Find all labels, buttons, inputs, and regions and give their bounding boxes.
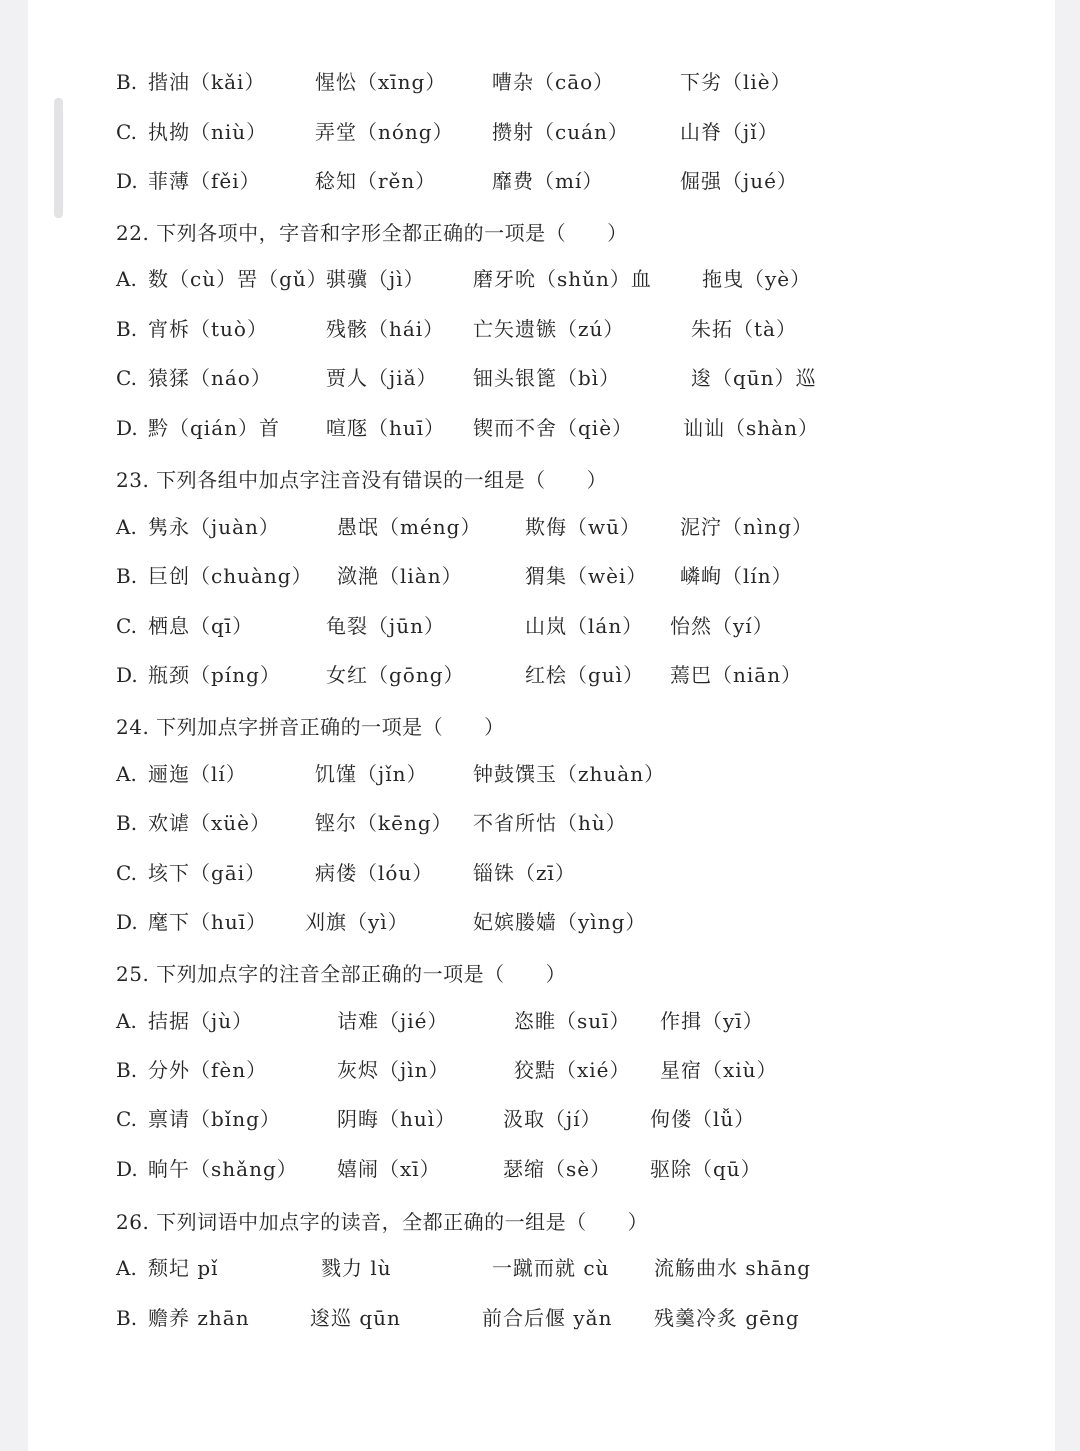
option-term: 不省所怙（hù） <box>473 811 627 835</box>
option-term: 分外（fèn） <box>148 1058 268 1082</box>
option-term: 靡费（mí） <box>492 169 604 193</box>
option-term: 钿头银篦（bì） <box>473 366 621 390</box>
option-letter: B. <box>116 811 138 835</box>
option-term: 汲取（jí） <box>503 1107 602 1131</box>
option-term: 黔（qián）首 <box>148 416 281 440</box>
answer-option-row <box>28 1302 1028 1334</box>
answer-option-row <box>28 1153 1028 1185</box>
answer-option-row <box>28 1103 1028 1135</box>
answer-option-row <box>28 1054 1028 1086</box>
option-term: 一蹴而就 cù <box>492 1256 610 1280</box>
option-term: 执拗（niù） <box>148 120 268 144</box>
question-stem <box>28 711 1028 743</box>
option-term: 倔强（jué） <box>680 169 798 193</box>
option-letter: C. <box>116 1107 137 1131</box>
option-term: 惺忪（xīng） <box>315 70 447 94</box>
answer-option-row <box>28 263 1028 295</box>
option-letter: D. <box>116 663 138 687</box>
option-term: 瑟缩（sè） <box>503 1157 612 1181</box>
option-letter: C. <box>116 120 137 144</box>
option-term: 逡巡 qūn <box>310 1306 401 1330</box>
answer-option-row <box>28 412 1028 444</box>
question-stem <box>28 217 1028 249</box>
option-term: 下劣（liè） <box>680 70 792 94</box>
answer-option-row <box>28 66 1028 98</box>
question-stem <box>28 464 1028 496</box>
option-term: 逡（qūn）巡 <box>691 366 817 390</box>
option-term: 晌午（shǎng） <box>148 1157 298 1181</box>
option-term: 锲而不舍（qiè） <box>473 416 634 440</box>
option-term: 菲薄（fěi） <box>148 169 261 193</box>
option-term: 潋滟（liàn） <box>337 564 463 588</box>
option-term: 喧豗（huī） <box>326 416 446 440</box>
option-letter: D. <box>116 169 138 193</box>
option-term: 阴晦（huì） <box>337 1107 457 1131</box>
option-term: 巨创（chuàng） <box>148 564 313 588</box>
option-letter: D. <box>116 910 138 934</box>
option-term: 锱铢（zī） <box>473 861 576 885</box>
option-term: 恣睢（suī） <box>514 1009 631 1033</box>
option-term: 怡然（yí） <box>670 614 774 638</box>
option-term: 垓下（gāi） <box>148 861 267 885</box>
option-term: 瓶颈（píng） <box>148 663 281 687</box>
answer-option-row <box>28 659 1028 691</box>
option-term: 狡黠（xié） <box>514 1058 631 1082</box>
option-term: 亡矢遗镞（zú） <box>473 317 625 341</box>
option-term: 佝偻（lǚ） <box>650 1107 756 1131</box>
option-letter: B. <box>116 1306 138 1330</box>
option-letter: A. <box>116 267 137 291</box>
option-term: 戮力 lù <box>321 1256 392 1280</box>
option-term: 嶙峋（lín） <box>680 564 793 588</box>
option-term: 猿猱（náo） <box>148 366 272 390</box>
option-term: 病偻（lóu） <box>315 861 434 885</box>
option-term: 麾下（huī） <box>148 910 268 934</box>
option-letter: A. <box>116 515 137 539</box>
option-term: 作揖（yī） <box>660 1009 764 1033</box>
option-letter: D. <box>116 416 138 440</box>
option-term: 诘难（jié） <box>337 1009 449 1033</box>
question-text: 26. 下列词语中加点字的读音，全都正确的一组是（ ） <box>116 1210 649 1234</box>
question-text: 22. 下列各项中，字音和字形全都正确的一项是（ ） <box>116 221 628 245</box>
option-letter: A. <box>116 1009 137 1033</box>
option-letter: B. <box>116 564 138 588</box>
answer-option-row <box>28 116 1028 148</box>
option-term: 颓圮 pǐ <box>148 1256 219 1280</box>
option-letter: C. <box>116 366 137 390</box>
answer-option-row <box>28 807 1028 839</box>
option-term: 欢谑（xüè） <box>148 811 271 835</box>
option-letter: C. <box>116 614 137 638</box>
option-term: 钟鼓馔玉（zhuàn） <box>473 762 666 786</box>
option-term: 禀请（bǐng） <box>148 1107 281 1131</box>
option-term: 星宿（xiù） <box>660 1058 778 1082</box>
option-term: 泥泞（nìng） <box>680 515 813 539</box>
option-term: 朱拓（tà） <box>691 317 797 341</box>
answer-option-row <box>28 560 1028 592</box>
option-term: 逦迤（lí） <box>148 762 247 786</box>
option-term: 拖曳（yè） <box>702 267 812 291</box>
option-term: 妃嫔媵嫱（yìng） <box>473 910 647 934</box>
option-term: 山岚（lán） <box>525 614 644 638</box>
option-term: 铿尔（kēng） <box>315 811 453 835</box>
answer-option-row <box>28 511 1028 543</box>
option-letter: C. <box>116 861 137 885</box>
option-term: 女红（gōng） <box>326 663 465 687</box>
answer-option-row <box>28 906 1028 938</box>
option-term: 磨牙吮（shǔn）血 <box>473 267 652 291</box>
option-term: 残羹冷炙 gēng <box>654 1306 800 1330</box>
option-term: 讪讪（shàn） <box>683 416 819 440</box>
option-letter: A. <box>116 1256 137 1280</box>
option-term: 骐骥（jì） <box>326 267 425 291</box>
option-term: 愚氓（méng） <box>337 515 482 539</box>
option-letter: A. <box>116 762 137 786</box>
option-term: 弄堂（nóng） <box>315 120 454 144</box>
option-term: 稔知（rěn） <box>315 169 437 193</box>
option-term: 残骸（hái） <box>326 317 445 341</box>
option-term: 驱除（qū） <box>650 1157 762 1181</box>
answer-option-row <box>28 1005 1028 1037</box>
option-term: 攒射（cuán） <box>492 120 629 144</box>
option-letter: B. <box>116 317 138 341</box>
option-term: 蔫巴（niān） <box>670 663 803 687</box>
option-term: 前合后偃 yǎn <box>482 1306 613 1330</box>
document-page <box>28 0 1055 1451</box>
answer-option-row <box>28 165 1028 197</box>
option-term: 贾人（jiǎ） <box>326 366 438 390</box>
answer-option-row <box>28 857 1028 889</box>
option-term: 嬉闹（xī） <box>337 1157 441 1181</box>
option-term: 红桧（guì） <box>525 663 645 687</box>
answer-option-row <box>28 1252 1028 1284</box>
question-stem <box>28 958 1028 990</box>
answer-option-row <box>28 758 1028 790</box>
option-term: 赡养 zhān <box>148 1306 250 1330</box>
option-term: 龟裂（jūn） <box>326 614 445 638</box>
option-letter: B. <box>116 1058 138 1082</box>
question-stem <box>28 1206 1028 1238</box>
option-term: 饥馑（jǐn） <box>315 762 428 786</box>
option-term: 嘈杂（cāo） <box>492 70 615 94</box>
answer-option-row <box>28 313 1028 345</box>
answer-option-row <box>28 610 1028 642</box>
option-term: 拮据（jù） <box>148 1009 254 1033</box>
answer-option-row <box>28 362 1028 394</box>
option-term: 数（cù）罟（gǔ） <box>148 267 328 291</box>
option-letter: B. <box>116 70 138 94</box>
option-term: 揩油（kǎi） <box>148 70 266 94</box>
option-term: 欺侮（wū） <box>525 515 641 539</box>
question-text: 24. 下列加点字拼音正确的一项是（ ） <box>116 715 505 739</box>
question-text: 25. 下列加点字的注音全部正确的一项是（ ） <box>116 962 567 986</box>
option-term: 刈旗（yì） <box>305 910 409 934</box>
option-term: 灰烬（jìn） <box>337 1058 450 1082</box>
option-term: 猬集（wèi） <box>525 564 648 588</box>
option-term: 宵柝（tuò） <box>148 317 268 341</box>
option-term: 栖息（qī） <box>148 614 254 638</box>
option-term: 流觞曲水 shāng <box>654 1256 812 1280</box>
option-term: 山脊（jǐ） <box>680 120 779 144</box>
option-term: 隽永（juàn） <box>148 515 280 539</box>
option-letter: D. <box>116 1157 138 1181</box>
question-text: 23. 下列各组中加点字注音没有错误的一组是（ ） <box>116 468 608 492</box>
